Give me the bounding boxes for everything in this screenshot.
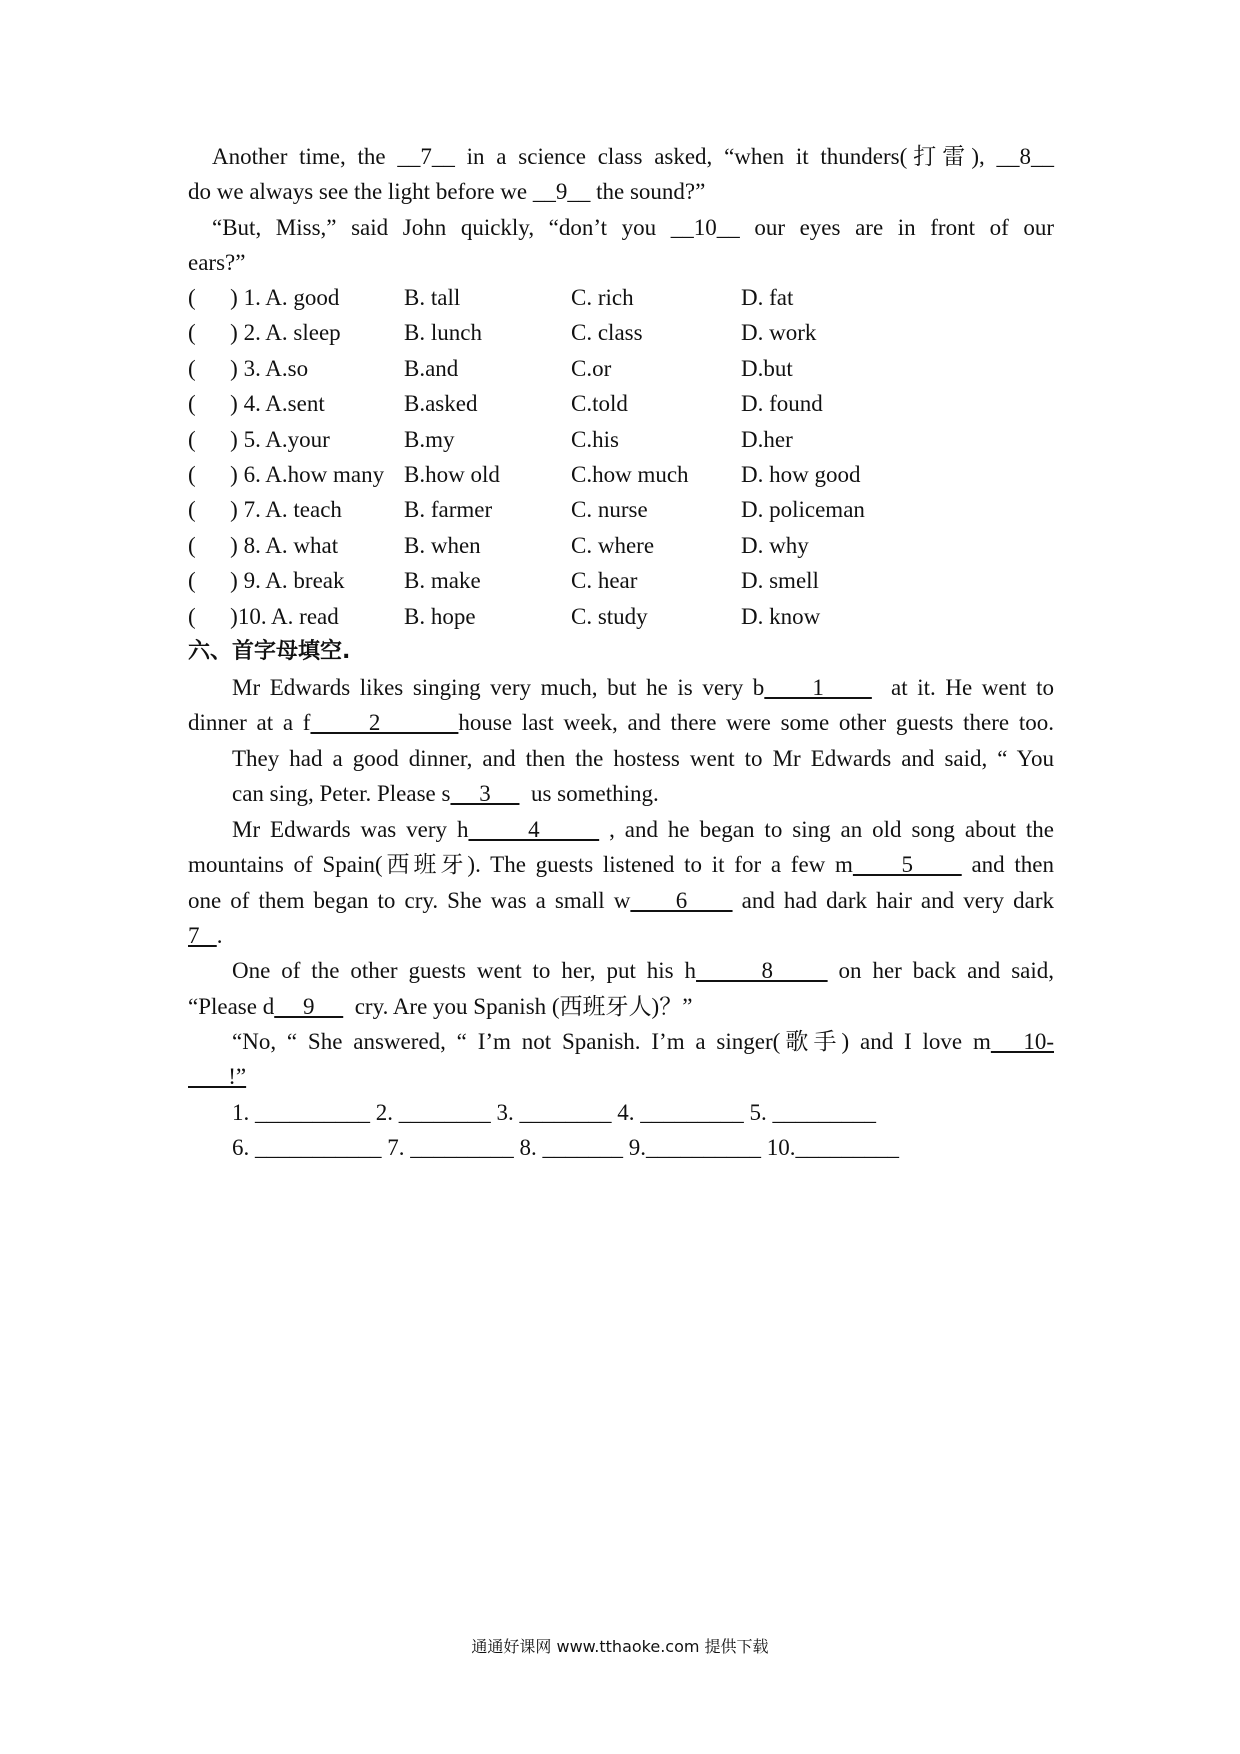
answer-blank[interactable]: 5	[852, 852, 962, 877]
cloze-line: can sing, Peter. Please s 3 us something.	[232, 781, 659, 806]
option-b: B.asked	[404, 391, 478, 417]
answer-blank[interactable]: !”	[188, 1064, 247, 1089]
answer-blank[interactable]: 10-	[990, 1029, 1054, 1054]
cloze-line	[188, 1063, 1054, 1091]
question-option-a: ( ) 7. A. teach	[188, 497, 342, 523]
option-b: B.my	[404, 426, 455, 452]
question-option-a: ( ) 3. A.so	[188, 355, 309, 381]
answer-line[interactable]: 1. __________ 2. ________ 3. ________ 4. _________ 5. _________	[232, 1100, 876, 1125]
answer-blank[interactable]: 9	[274, 994, 344, 1019]
option-c: C.told	[571, 391, 628, 417]
option-c: C. class	[571, 320, 643, 346]
option-d: D.her	[741, 426, 793, 452]
option-c: C.or	[571, 355, 612, 381]
cloze-line: Mr Edwards likes singing very much, but he is very b 1 at it. He went to	[232, 675, 1055, 700]
cloze-line: 7 .	[188, 923, 223, 948]
question-option-a: ( ) 4. A.sent	[188, 391, 325, 417]
option-b: B. hope	[404, 603, 476, 629]
option-c: C. nurse	[571, 497, 648, 523]
option-d: D. policeman	[741, 497, 865, 523]
option-row	[188, 496, 1054, 526]
option-d: D. why	[741, 532, 809, 558]
question-option-a: ( ) 8. A. what	[188, 532, 339, 558]
answer-blank[interactable]: 4	[468, 817, 600, 842]
option-b: B. tall	[404, 285, 461, 310]
option-b: B.and	[404, 355, 459, 381]
answer-blank[interactable]: 1	[764, 675, 872, 700]
question-option-a: ( ) 1. A. good	[188, 285, 340, 310]
question-option-a: ( ) 6. A.how many	[188, 462, 385, 487]
option-row	[188, 319, 1054, 349]
option-d: D.but	[741, 355, 793, 381]
cloze-line: “No, “ She answered, “ I’m not Spanish. I’m a singer(歌手) and I love m 10-	[232, 1029, 1054, 1054]
question-option-a: ( ) 2. A. sleep	[188, 320, 341, 346]
passage-line: Another time, the __7__ in a science class asked, “when it thunders(打雷), __8__	[212, 144, 1054, 169]
option-row	[188, 426, 1054, 456]
option-row	[188, 532, 1054, 562]
option-b: B. when	[404, 532, 481, 558]
passage-line: ears?”	[188, 250, 246, 275]
option-c: C.his	[571, 426, 619, 452]
option-d: D. know	[741, 603, 821, 629]
option-d: D. how good	[741, 462, 861, 487]
option-row	[188, 355, 1054, 385]
option-row	[188, 284, 1054, 314]
option-d: D. fat	[741, 285, 794, 310]
cloze-line: Mr Edwards was very h 4 , and he began to sing an old song about the	[232, 817, 1055, 842]
option-row	[188, 567, 1054, 597]
question-option-a: ( ) 9. A. break	[188, 568, 345, 594]
cloze-line: dinner at a f 2 house last week, and there were some other guests there too.	[188, 710, 1055, 735]
option-b: B. lunch	[404, 320, 482, 346]
answer-blank[interactable]: 7	[188, 923, 217, 948]
option-row	[188, 461, 1054, 491]
option-row	[188, 390, 1054, 420]
option-d: D. work	[741, 320, 817, 346]
option-b: B. farmer	[404, 497, 493, 523]
page-footer: 通通好课网 www.tthaoke.com 提供下载	[471, 1637, 769, 1656]
cloze-line: One of the other guests went to her, put his h 8 on her back and said,	[232, 958, 1054, 983]
section-heading: 六、首字母填空.	[188, 639, 351, 664]
cloze-line: They had a good dinner, and then the hostess went to Mr Edwards and said, “ You	[232, 746, 1054, 771]
answer-blank[interactable]: 6	[630, 888, 733, 913]
cloze-line: “Please d 9 cry. Are you Spanish (西班牙人)？”	[188, 994, 693, 1019]
option-c: C. rich	[571, 285, 634, 310]
option-row	[188, 603, 1054, 633]
question-option-a: ( )10. A. read	[188, 603, 339, 629]
option-c: C. study	[571, 603, 648, 629]
option-c: C. hear	[571, 568, 638, 594]
option-c: C. where	[571, 532, 655, 558]
passage-line: “But, Miss,” said John quickly, “don’t you __10__ our eyes are in front of our	[212, 215, 1054, 240]
option-d: D. smell	[741, 568, 819, 594]
option-c: C.how much	[571, 462, 689, 487]
cloze-line: mountains of Spain(西班牙). The guests listened to it for a few m 5 and then	[188, 852, 1054, 877]
answer-line[interactable]: 6. ___________ 7. _________ 8. _______ 9.__________ 10._________	[232, 1135, 899, 1160]
option-b: B. make	[404, 568, 481, 594]
option-d: D. found	[741, 391, 823, 417]
option-b: B.how old	[404, 462, 500, 487]
passage-line: do we always see the light before we __9__ the sound?”	[188, 179, 706, 204]
answer-blank[interactable]: 3	[450, 781, 520, 806]
answer-blank[interactable]: 8	[696, 958, 828, 983]
question-option-a: ( ) 5. A.your	[188, 426, 330, 452]
cloze-line: one of them began to cry. She was a small w 6 and had dark hair and very dark	[188, 888, 1054, 913]
answer-blank[interactable]: 2	[310, 710, 459, 735]
